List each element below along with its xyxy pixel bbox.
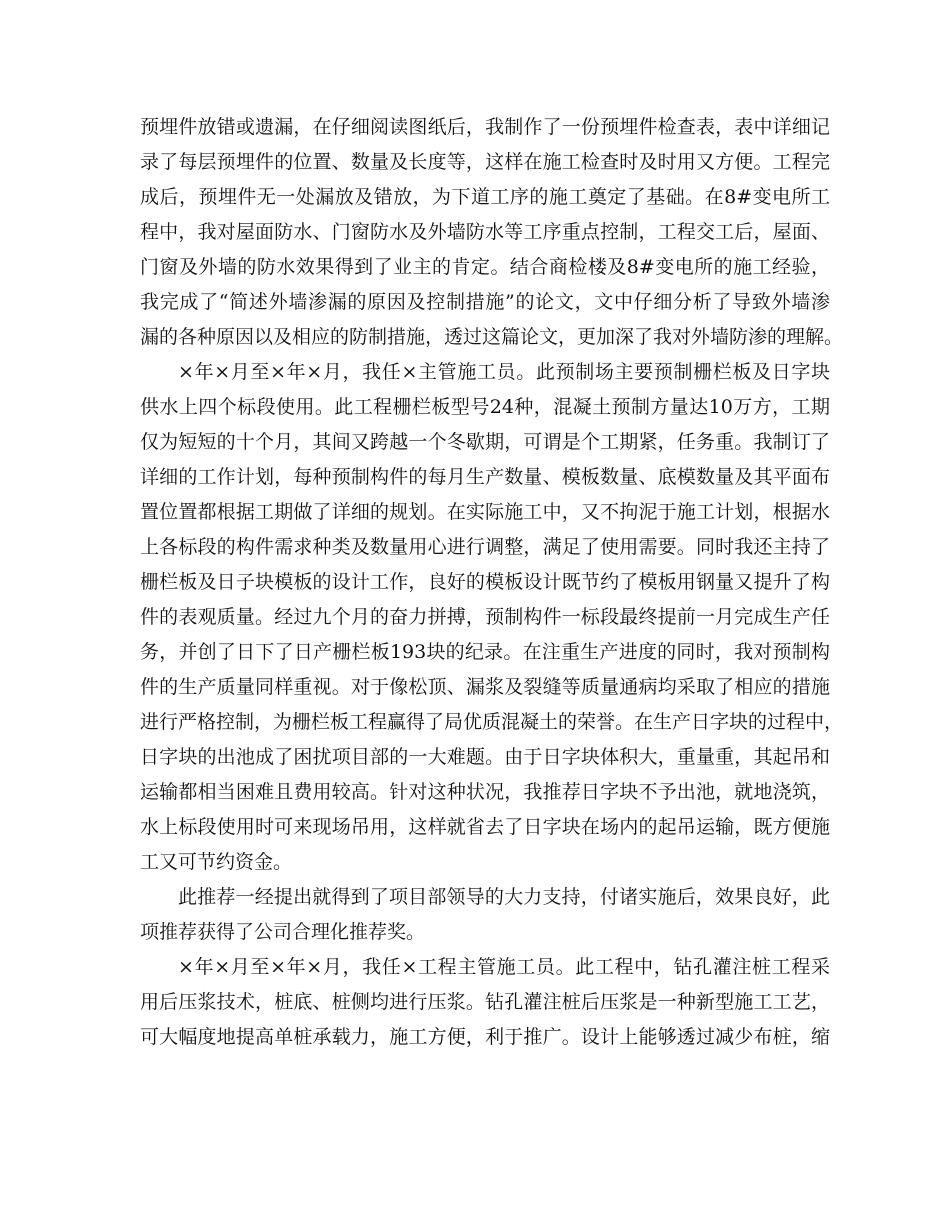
text-line: 运输都相当困难且费用较高。针对这种状况，我推荐日字块不予出池，就地浇筑， [140, 781, 830, 803]
text-line: 预埋件放错或遗漏，在仔细阅读图纸后，我制作了一份预埋件检查表，表中详细记 [140, 116, 830, 138]
text-line: 详细的工作计划，每种预制构件的每月生产数量、模板数量、底模数量及其平面布 [140, 466, 830, 488]
text-line: 日字块的出池成了困扰项目部的一大难题。由于日字块体积大，重量重，其起吊和 [140, 746, 830, 768]
text-line: 栅栏板及日子块模板的设计工作，良好的模板设计既节约了模板用钢量又提升了构 [140, 571, 830, 593]
text-line: 项推荐获得了公司合理化推荐奖。 [140, 921, 426, 943]
text-line: 我完成了“简述外墙渗漏的原因及控制措施”的论文，文中仔细分析了导致外墙渗 [140, 291, 830, 313]
text-line: 进行严格控制，为栅栏板工程赢得了局优质混凝土的荣誉。在生产日字块的过程中， [140, 711, 844, 733]
text-line: 仅为短短的十个月，其间又跨越一个冬歇期，可谓是个工期紧，任务重。我制订了 [140, 431, 830, 453]
text-line: 门窗及外墙的防水效果得到了业主的肯定。结合商检楼及8#变电所的施工经验， [140, 256, 830, 278]
text-line: 上各标段的构件需求种类及数量用心进行调整，满足了使用需要。同时我还主持了 [140, 536, 830, 558]
text-line: 可大幅度地提高单桩承载力，施工方便，利于推广。设计上能够透过减少布桩，缩 [140, 1026, 830, 1048]
text-line: 件的生产质量同样重视。对于像松顶、漏浆及裂缝等质量通病均采取了相应的措施 [140, 676, 830, 698]
text-line: 工又可节约资金。 [140, 851, 293, 873]
text-line: 供水上四个标段使用。此工程栅栏板型号24种，混凝土预制方量达10万方，工期 [140, 396, 830, 418]
text-line: 程中，我对屋面防水、门窗防水及外墙防水等工序重点控制，工程交工后，屋面、 [140, 221, 830, 243]
text-line: 用后压浆技术，桩底、桩侧均进行压浆。钻孔灌注桩后压浆是一种新型施工工艺， [140, 991, 830, 1013]
text-line: 务，并创了日下了日产栅栏板193块的纪录。在注重生产进度的同时，我对预制构 [140, 641, 830, 663]
paragraph-first-line: 此推荐一经提出就得到了项目部领导的大力支持，付诸实施后，效果良好，此 [178, 886, 830, 908]
text-line: 件的表观质量。经过九个月的奋力拼搏，预制构件一标段最终提前一月完成生产任 [140, 606, 830, 628]
text-line: 录了每层预埋件的位置、数量及长度等，这样在施工检查时及时用又方便。工程完 [140, 151, 830, 173]
paragraph-first-line: ×年×月至×年×月，我任×主管施工员。此预制场主要预制栅栏板及日字块 [178, 361, 830, 383]
text-line: 置位置都根据工期做了详细的规划。在实际施工中，又不拘泥于施工计划，根据水 [140, 501, 830, 523]
text-line: 漏的各种原因以及相应的防制措施，透过这篇论文，更加深了我对外墙防渗的理解。 [140, 326, 844, 348]
text-line: 成后，预埋件无一处漏放及错放，为下道工序的施工奠定了基础。在8#变电所工 [140, 186, 830, 208]
text-line: 水上标段使用时可来现场吊用，这样就省去了日字块在场内的起吊运输，既方便施 [140, 816, 830, 838]
paragraph-first-line: ×年×月至×年×月，我任×工程主管施工员。此工程中，钻孔灌注桩工程采 [178, 956, 830, 978]
